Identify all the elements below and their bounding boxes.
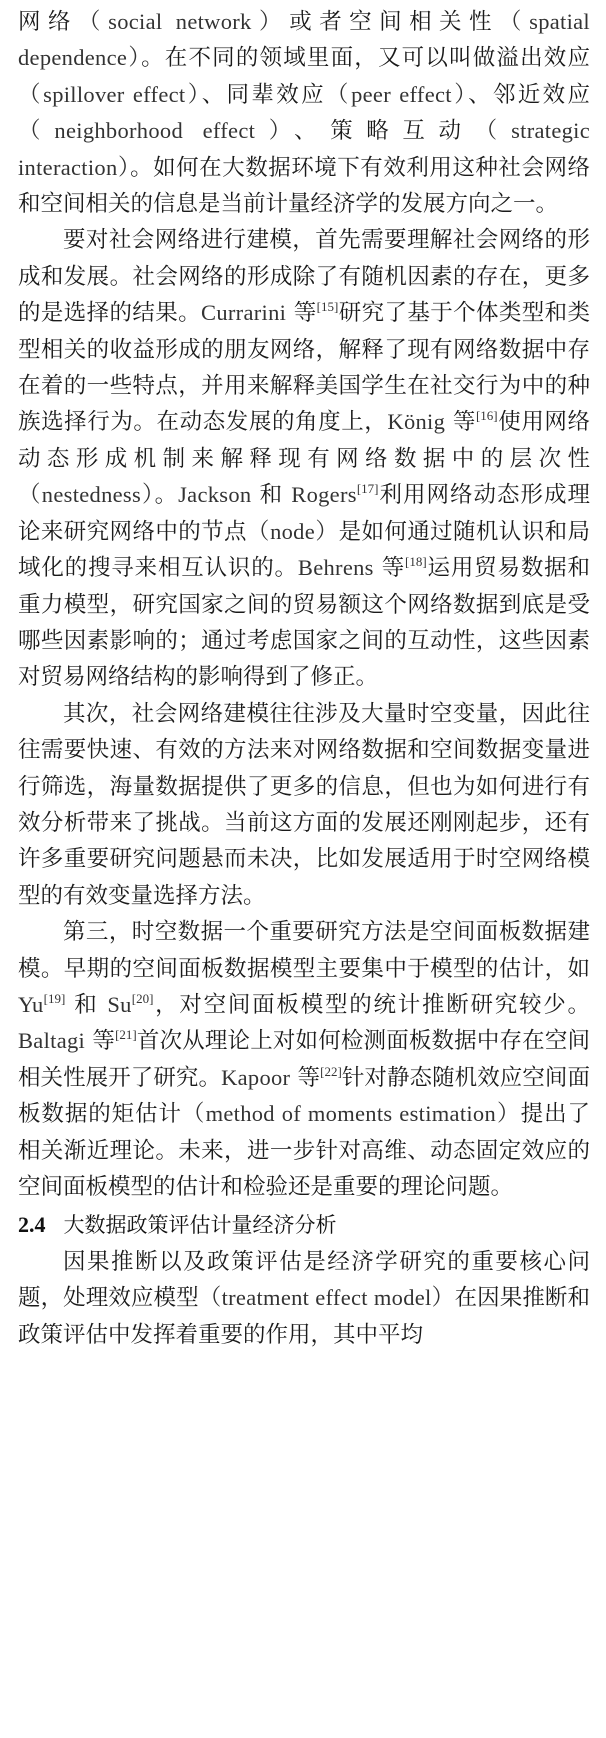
latin-term: （spillover effect） [18, 81, 202, 107]
text-run: 网络 [18, 9, 78, 35]
citation-ref: [15] [316, 299, 339, 315]
document-page [18, 4, 590, 1353]
section-title: 大数据政策评估计量经济分析 [63, 1213, 337, 1238]
text-run: 提出了相关渐近理论。未来，进一步针对高维、动态固定效应的空间面板模型的估计和检验还是重要的理论问题。 [18, 1101, 590, 1200]
text-run: 等 [445, 409, 476, 436]
paragraph-p1 [18, 222, 590, 695]
text-run: 等 [373, 555, 406, 582]
text-run: 和 [251, 482, 292, 509]
text-run: 是如何通过随机认识和局域化的搜寻来相互认识的。 [18, 518, 590, 582]
paragraph-p2 [18, 696, 590, 914]
latin-term: （nestedness） [18, 482, 155, 508]
text-run: 使用网络动态形成机制来解释现有网络数据中的层次性 [18, 409, 590, 472]
text-run: 。在不同的领域里面，又可以叫做溢出效应 [141, 45, 590, 72]
citation-ref: [19] [43, 990, 66, 1006]
citation-ref: [21] [115, 1027, 137, 1043]
body-text-upper [18, 4, 590, 1205]
latin-term: Jackson [178, 482, 252, 508]
text-run: 。如何在大数据环境下有效利用这种社会网络和空间相关的信息是当前计量经济学的发展方向之一。 [18, 154, 590, 218]
section-heading [18, 1207, 590, 1243]
text-run: 其次，社会网络建模往往涉及大量时空变量，因此往往需要快速、有效的方法来对网络数据和空间数据变量进行筛选，海量数据提供了更多的信息，但也为如何进行有效分析带来了挑战。当前这方面的发展还刚刚起步，还有许多重要研究问题悬而未决，比如发展适用于时空网络模型的有效变量选择方法。 [18, 700, 590, 909]
latin-term: （spatial dependence） [18, 9, 590, 71]
text-run: 在因果推断和政策评估中发挥着重要的作用，其中平均 [18, 1285, 590, 1348]
section-number: 2.4 [18, 1212, 46, 1238]
body-text-lower [18, 1244, 590, 1353]
citation-ref: [22] [320, 1063, 342, 1079]
text-run: 第三，时空数据一个重要研究方法是空间面板数据建模。早期的空间面板数据模型主要集中于模型的估计，如 [18, 919, 590, 982]
text-run: ，对空间面板模型的统计推断研究较少。 [153, 991, 590, 1018]
latin-term: Yu [18, 991, 44, 1017]
latin-term: Behrens [297, 555, 374, 581]
latin-term: （treatment effect model） [198, 1285, 455, 1311]
text-run: 等 [286, 300, 317, 327]
text-run: 或者空间相关性 [289, 9, 499, 35]
text-run: 运用贸易数据和重力模型，研究国家之间的贸易额这个网络数据到底是受哪些因素影响的；通过考虑国家之间的互动性，这些因素对贸易网络结构的影响得到了修正。 [18, 555, 590, 691]
text-run: 、同辈效应 [201, 81, 326, 108]
text-run: 利用网络动态形成理论来研究网络中的节点 [18, 482, 590, 545]
text-run: 等 [85, 1028, 116, 1055]
latin-term: Currarini [201, 300, 287, 326]
latin-term: Rogers [291, 482, 357, 508]
paragraph-p4 [18, 1244, 590, 1353]
text-run: 要对社会网络进行建模，首先需要理解社会网络的形成和发展。社会网络的形成除了有随机因素的存在，更多的是选择的结果。 [18, 227, 590, 327]
latin-term: （node） [246, 518, 339, 544]
text-run: 研究了基于个体类型和类型相关的收益形成的朋友网络，解释了现有网络数据中存在着的一些特点，并用来解释美国学生在社交行为中的种族选择行为。在动态发展的角度上， [18, 300, 590, 436]
citation-ref: [20] [131, 990, 154, 1006]
text-run: 因果推断以及政策评估是经济学研究的重要核心问题，处理效应模型 [18, 1248, 590, 1312]
text-run: 首次从理论上对如何检测面板数据中存在空间相关性展开了研究。 [18, 1028, 590, 1091]
paragraph-p0 [18, 4, 590, 222]
latin-term: Kapoor [221, 1064, 291, 1090]
latin-term: Su [107, 991, 132, 1017]
latin-term: Baltagi [18, 1028, 86, 1054]
text-run: 、邻近效应 [468, 81, 590, 108]
latin-term: （peer effect） [325, 81, 469, 107]
citation-ref: [17] [356, 481, 379, 497]
latin-term: König [387, 409, 446, 435]
citation-ref: [18] [405, 554, 427, 570]
latin-term: （strategic interaction） [18, 118, 590, 180]
text-run: 等 [290, 1064, 321, 1091]
text-run: 、策略互动 [293, 118, 475, 145]
latin-term: （neighborhood effect） [18, 118, 294, 144]
text-run: 和 [65, 991, 108, 1018]
citation-ref: [16] [475, 408, 498, 424]
latin-term: （social network） [77, 9, 290, 34]
text-run: 。 [154, 482, 179, 509]
latin-term: （method of moments estimation） [181, 1101, 521, 1127]
paragraph-p3 [18, 914, 590, 1205]
text-run: 针对静态随机效应空间面板数据的矩估计 [18, 1064, 590, 1128]
